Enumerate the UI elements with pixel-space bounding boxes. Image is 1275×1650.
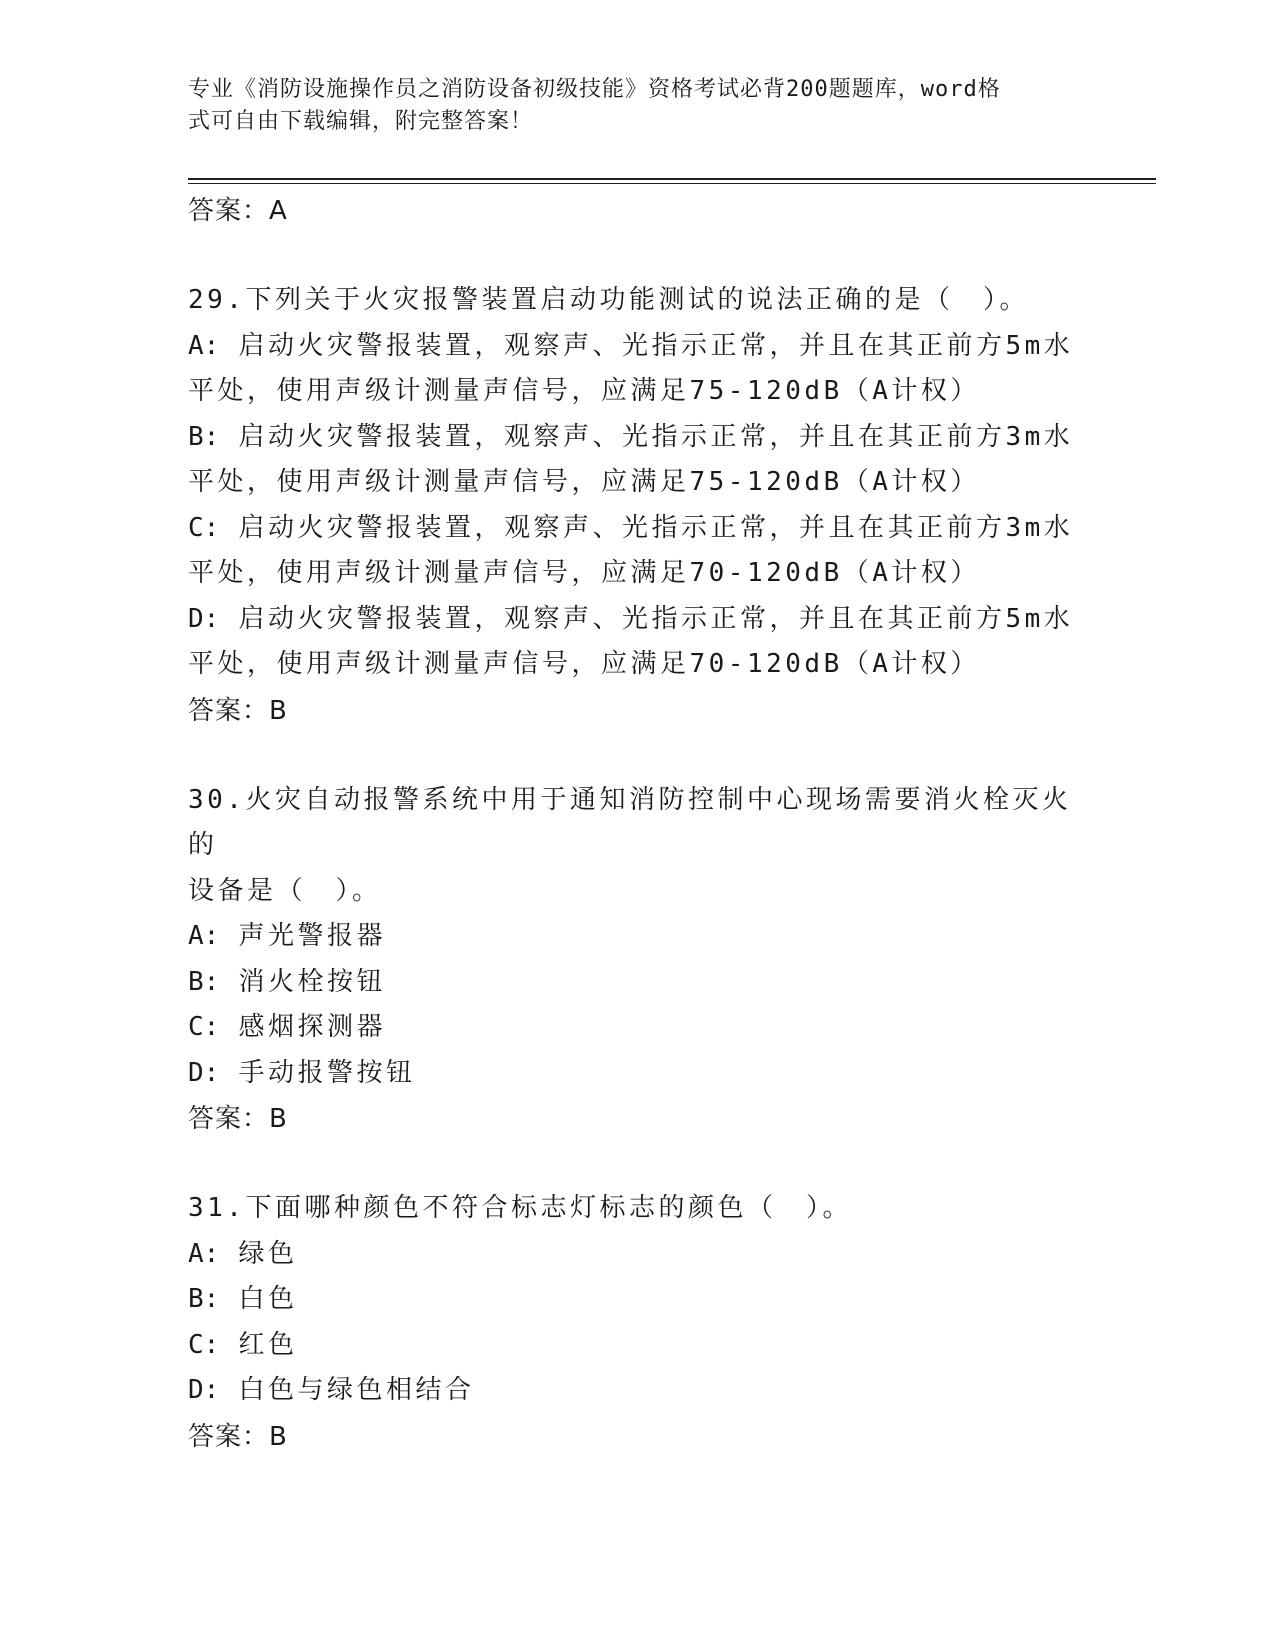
option-key: D: — [188, 1375, 220, 1405]
option-a — [188, 324, 1088, 370]
option-a — [188, 1232, 1088, 1278]
question-29 — [188, 278, 1088, 734]
option-c-continued: 平处，使用声级计测量声信号，应满足70-120dB（A计权） — [188, 558, 980, 588]
option-text: 感烟探测器 — [238, 1012, 386, 1042]
option-key: A: — [188, 330, 220, 361]
answer: 答案：B — [188, 1104, 288, 1134]
option-key: C: — [188, 1329, 220, 1360]
document-header — [188, 74, 1068, 138]
option-b — [188, 960, 1088, 1006]
option-c — [188, 1323, 1088, 1369]
option-text: 手动报警按钮 — [238, 1057, 416, 1088]
answer: 答案：B — [188, 695, 288, 726]
option-d — [188, 597, 1088, 643]
question-text: 31.下面哪种颜色不符合标志灯标志的颜色（ ）。 — [188, 1193, 852, 1223]
option-b — [188, 1277, 1088, 1323]
option-text: 启动火灾警报装置，观察声、光指示正常，并且在其正前方5m水 — [238, 603, 1074, 634]
option-key: D: — [188, 1057, 220, 1088]
header-line-1: 专业《消防设施操作员之消防设备初级技能》资格考试必背200题题库，word格 — [188, 77, 1001, 102]
option-c — [188, 506, 1088, 552]
question-30 — [188, 778, 1088, 1143]
option-key: B: — [188, 1284, 220, 1314]
document-body — [188, 188, 1088, 1460]
question-31 — [188, 1186, 1088, 1460]
option-key: B: — [188, 421, 220, 452]
header-line-2: 式可自由下载编辑，附完整答案！ — [188, 109, 534, 134]
option-text: 绿色 — [238, 1238, 298, 1269]
option-d — [188, 1051, 1088, 1097]
option-key: A: — [188, 1238, 220, 1269]
question-text: 29.下列关于火灾报警装置启动功能测试的说法正确的是（ ）。 — [188, 285, 1029, 315]
option-b-continued: 平处，使用声级计测量声信号，应满足75-120dB（A计权） — [188, 467, 980, 497]
option-a-continued: 平处，使用声级计测量声信号，应满足75-120dB（A计权） — [188, 376, 980, 406]
option-text: 声光警报器 — [238, 921, 386, 951]
option-key: D: — [188, 603, 220, 634]
option-key: C: — [188, 512, 220, 543]
question-text-continued: 设备是（ ）。 — [188, 875, 382, 906]
option-text: 红色 — [238, 1329, 298, 1360]
option-text: 消火栓按钮 — [238, 966, 386, 997]
option-b — [188, 415, 1088, 461]
option-text: 白色与绿色相结合 — [238, 1375, 475, 1405]
option-text: 启动火灾警报装置，观察声、光指示正常，并且在其正前方3m水 — [238, 421, 1074, 452]
answer: 答案：B — [188, 1421, 288, 1452]
option-d-continued: 平处，使用声级计测量声信号，应满足70-120dB（A计权） — [188, 649, 980, 679]
question-text: 30.火灾自动报警系统中用于通知消防控制中心现场需要消火栓灭火的 — [188, 784, 1072, 860]
header-divider — [188, 178, 1156, 184]
option-key: C: — [188, 1012, 220, 1042]
option-text: 启动火灾警报装置，观察声、光指示正常，并且在其正前方5m水 — [238, 330, 1074, 361]
option-d — [188, 1368, 1088, 1414]
option-text: 白色 — [238, 1284, 298, 1314]
previous-answer: 答案：A — [188, 196, 288, 226]
option-a — [188, 914, 1088, 960]
option-text: 启动火灾警报装置，观察声、光指示正常，并且在其正前方3m水 — [238, 512, 1074, 543]
option-key: B: — [188, 966, 220, 997]
option-key: A: — [188, 921, 220, 951]
option-c — [188, 1005, 1088, 1051]
